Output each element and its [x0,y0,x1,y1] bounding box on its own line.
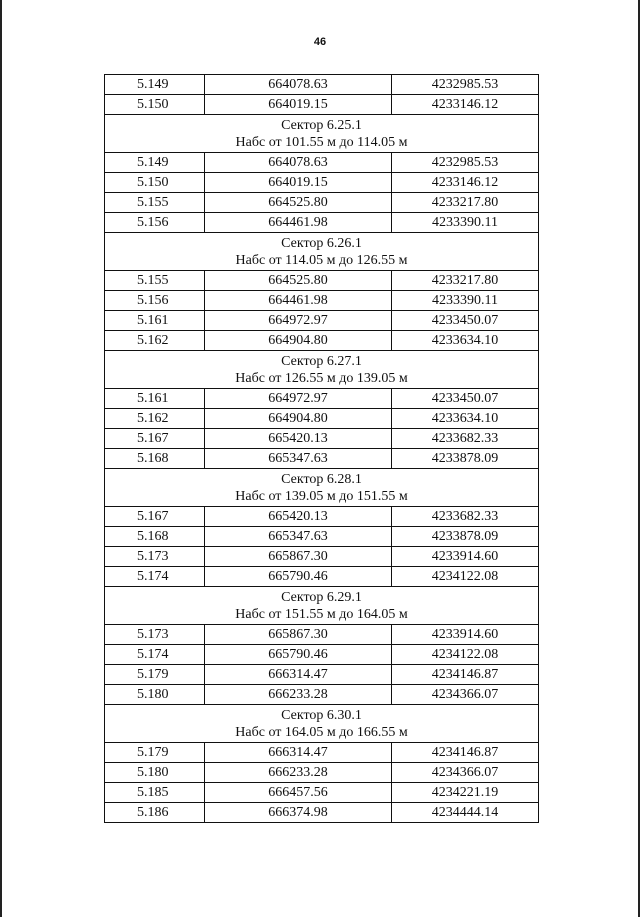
x-coordinate-cell: 664078.63 [205,153,392,173]
x-coordinate-cell: 666314.47 [205,665,392,685]
y-coordinate-cell: 4232985.53 [392,75,539,95]
table-row [105,625,539,645]
point-number-cell: 5.161 [105,389,205,409]
table-row [105,291,539,311]
x-coordinate-cell: 664078.63 [205,75,392,95]
x-coordinate-cell: 665347.63 [205,449,392,469]
sector-title: Сектор 6.28.1 [281,471,362,487]
table-row [105,743,539,763]
sector-title: Сектор 6.27.1 [281,353,362,369]
point-number-cell: 5.167 [105,507,205,527]
table-row [105,507,539,527]
y-coordinate-cell: 4233146.12 [392,173,539,193]
table-row [105,95,539,115]
y-coordinate-cell: 4233682.33 [392,429,539,449]
x-coordinate-cell: 665867.30 [205,547,392,567]
table-row [105,547,539,567]
sector-title: Сектор 6.25.1 [281,117,362,133]
sector-title: Сектор 6.26.1 [281,235,362,251]
x-coordinate-cell: 665420.13 [205,507,392,527]
sector-header-cell [105,705,539,743]
table-row [105,409,539,429]
coordinates-table [104,74,539,823]
table-row [105,449,539,469]
x-coordinate-cell: 664972.97 [205,311,392,331]
sector-header-cell [105,587,539,625]
point-number-cell: 5.156 [105,291,205,311]
point-number-cell: 5.185 [105,783,205,803]
table-row [105,763,539,783]
point-number-cell: 5.180 [105,685,205,705]
point-number-cell: 5.168 [105,449,205,469]
sector-altitude-range: Набс от 151.55 м до 164.05 м [235,606,408,622]
table-row [105,173,539,193]
point-number-cell: 5.174 [105,645,205,665]
table-row [105,429,539,449]
table-row [105,567,539,587]
y-coordinate-cell: 4234444.14 [392,803,539,823]
x-coordinate-cell: 664525.80 [205,271,392,291]
x-coordinate-cell: 664904.80 [205,409,392,429]
sector-header-row [105,587,539,625]
y-coordinate-cell: 4234221.19 [392,783,539,803]
table-row [105,685,539,705]
point-number-cell: 5.155 [105,193,205,213]
table-row [105,213,539,233]
point-number-cell: 5.162 [105,331,205,351]
y-coordinate-cell: 4233914.60 [392,625,539,645]
point-number-cell: 5.149 [105,75,205,95]
y-coordinate-cell: 4234366.07 [392,763,539,783]
y-coordinate-cell: 4233634.10 [392,331,539,351]
table-row [105,331,539,351]
point-number-cell: 5.167 [105,429,205,449]
y-coordinate-cell: 4233450.07 [392,389,539,409]
table-row [105,665,539,685]
x-coordinate-cell: 664461.98 [205,291,392,311]
y-coordinate-cell: 4233217.80 [392,193,539,213]
point-number-cell: 5.179 [105,665,205,685]
table-row [105,645,539,665]
x-coordinate-cell: 664461.98 [205,213,392,233]
table-row [105,803,539,823]
y-coordinate-cell: 4233146.12 [392,95,539,115]
sector-header-row [105,469,539,507]
x-coordinate-cell: 666374.98 [205,803,392,823]
x-coordinate-cell: 665420.13 [205,429,392,449]
x-coordinate-cell: 665790.46 [205,567,392,587]
y-coordinate-cell: 4233878.09 [392,449,539,469]
sector-header-row [105,115,539,153]
x-coordinate-cell: 666233.28 [205,685,392,705]
point-number-cell: 5.180 [105,763,205,783]
x-coordinate-cell: 664019.15 [205,95,392,115]
point-number-cell: 5.161 [105,311,205,331]
y-coordinate-cell: 4232985.53 [392,153,539,173]
y-coordinate-cell: 4233682.33 [392,507,539,527]
x-coordinate-cell: 666233.28 [205,763,392,783]
y-coordinate-cell: 4234146.87 [392,665,539,685]
table-row [105,153,539,173]
sector-altitude-range: Набс от 101.55 м до 114.05 м [235,134,408,150]
point-number-cell: 5.150 [105,95,205,115]
x-coordinate-cell: 666314.47 [205,743,392,763]
sector-altitude-range: Набс от 164.05 м до 166.55 м [235,724,408,740]
sector-header-row [105,705,539,743]
y-coordinate-cell: 4233390.11 [392,291,539,311]
sector-header-row [105,233,539,271]
y-coordinate-cell: 4234122.08 [392,645,539,665]
sector-header-cell [105,233,539,271]
coordinates-table-body [105,75,539,823]
x-coordinate-cell: 665867.30 [205,625,392,645]
point-number-cell: 5.150 [105,173,205,193]
point-number-cell: 5.186 [105,803,205,823]
point-number-cell: 5.168 [105,527,205,547]
sector-title: Сектор 6.30.1 [281,707,362,723]
table-row [105,75,539,95]
table-row [105,271,539,291]
table-row [105,193,539,213]
x-coordinate-cell: 665347.63 [205,527,392,547]
sector-altitude-range: Набс от 139.05 м до 151.55 м [235,488,408,504]
x-coordinate-cell: 664019.15 [205,173,392,193]
y-coordinate-cell: 4233878.09 [392,527,539,547]
scan-edge-left [0,0,2,917]
x-coordinate-cell: 665790.46 [205,645,392,665]
point-number-cell: 5.156 [105,213,205,233]
table-row [105,389,539,409]
point-number-cell: 5.173 [105,547,205,567]
y-coordinate-cell: 4233217.80 [392,271,539,291]
y-coordinate-cell: 4234366.07 [392,685,539,705]
point-number-cell: 5.174 [105,567,205,587]
y-coordinate-cell: 4234146.87 [392,743,539,763]
point-number-cell: 5.155 [105,271,205,291]
y-coordinate-cell: 4233450.07 [392,311,539,331]
table-row [105,311,539,331]
table-row [105,783,539,803]
sector-header-cell [105,351,539,389]
sector-header-row [105,351,539,389]
x-coordinate-cell: 664525.80 [205,193,392,213]
point-number-cell: 5.162 [105,409,205,429]
page-number: 46 [313,36,327,48]
y-coordinate-cell: 4234122.08 [392,567,539,587]
x-coordinate-cell: 664972.97 [205,389,392,409]
table-row [105,527,539,547]
y-coordinate-cell: 4233634.10 [392,409,539,429]
sector-altitude-range: Набс от 126.55 м до 139.05 м [235,370,408,386]
x-coordinate-cell: 664904.80 [205,331,392,351]
sector-title: Сектор 6.29.1 [281,589,362,605]
y-coordinate-cell: 4233390.11 [392,213,539,233]
sector-header-cell [105,115,539,153]
x-coordinate-cell: 666457.56 [205,783,392,803]
sector-header-cell [105,469,539,507]
y-coordinate-cell: 4233914.60 [392,547,539,567]
point-number-cell: 5.179 [105,743,205,763]
point-number-cell: 5.173 [105,625,205,645]
point-number-cell: 5.149 [105,153,205,173]
sector-altitude-range: Набс от 114.05 м до 126.55 м [235,252,408,268]
